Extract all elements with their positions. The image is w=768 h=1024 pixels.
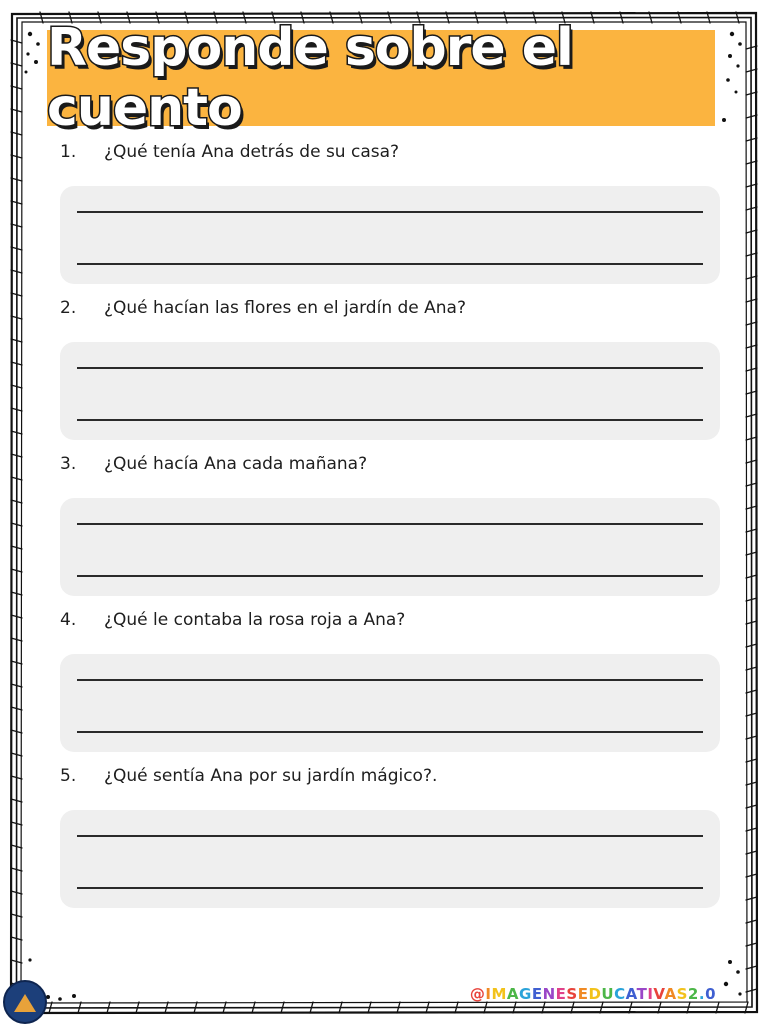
watermark-char: A [506,985,520,1003]
question-5 [60,766,720,908]
answer-box[interactable] [60,186,720,284]
watermark-char: @ [469,985,486,1003]
question-text: ¿Qué tenía Ana detrás de su casa? [104,142,400,162]
question-1 [60,142,720,284]
watermark-char: S [566,985,578,1003]
watermark-char: T [636,985,648,1003]
question-header [60,142,720,172]
question-header [60,298,720,328]
question-number: 5. [60,766,77,786]
watermark-char: U [601,985,615,1003]
page-title: Responde sobre el cuento [47,18,573,138]
answer-box[interactable] [60,342,720,440]
watermark-char: E [531,985,543,1003]
watermark-char: M [491,985,507,1003]
question-2 [60,298,720,440]
logo-badge [3,980,47,1024]
watermark-char: A [625,985,637,1003]
question-text: ¿Qué hacía Ana cada mañana? [104,454,368,474]
answer-line [77,835,703,837]
answer-box[interactable] [60,810,720,908]
question-3 [60,454,720,596]
watermark-char: 0 [705,985,716,1003]
watermark-char: . [698,985,706,1003]
question-text: ¿Qué hacían las flores en el jardín de Ana? [104,298,466,318]
question-number: 4. [60,610,77,630]
watermark-char: I [485,985,492,1003]
answer-line [77,523,703,525]
watermark-char: A [664,985,677,1003]
title-banner [47,18,715,138]
watermark-char: C [614,985,626,1003]
question-text: ¿Qué le contaba la rosa roja a Ana? [104,610,406,630]
watermark [470,985,716,1003]
watermark-char: I [647,985,654,1003]
question-header [60,766,720,796]
watermark-char: G [519,985,532,1003]
logo-badge-icon [14,994,36,1012]
question-number: 3. [60,454,77,474]
answer-line [77,575,703,577]
answer-line [77,731,703,733]
watermark-char: 2 [687,985,699,1003]
watermark-char: S [676,985,688,1003]
answer-line [77,679,703,681]
answer-line [77,419,703,421]
answer-line [77,211,703,213]
question-header [60,454,720,484]
answer-line [77,887,703,889]
question-4 [60,610,720,752]
watermark-char: E [555,985,567,1003]
watermark-char: E [577,985,589,1003]
answer-line [77,367,703,369]
question-number: 2. [60,298,77,318]
question-header [60,610,720,640]
answer-box[interactable] [60,498,720,596]
watermark-char: D [588,985,602,1003]
answer-box[interactable] [60,654,720,752]
watermark-char: N [542,985,556,1003]
question-text: ¿Qué sentía Ana por su jardín mágico?. [104,766,438,786]
watermark-char: V [653,985,665,1003]
question-number: 1. [60,142,77,162]
answer-line [77,263,703,265]
